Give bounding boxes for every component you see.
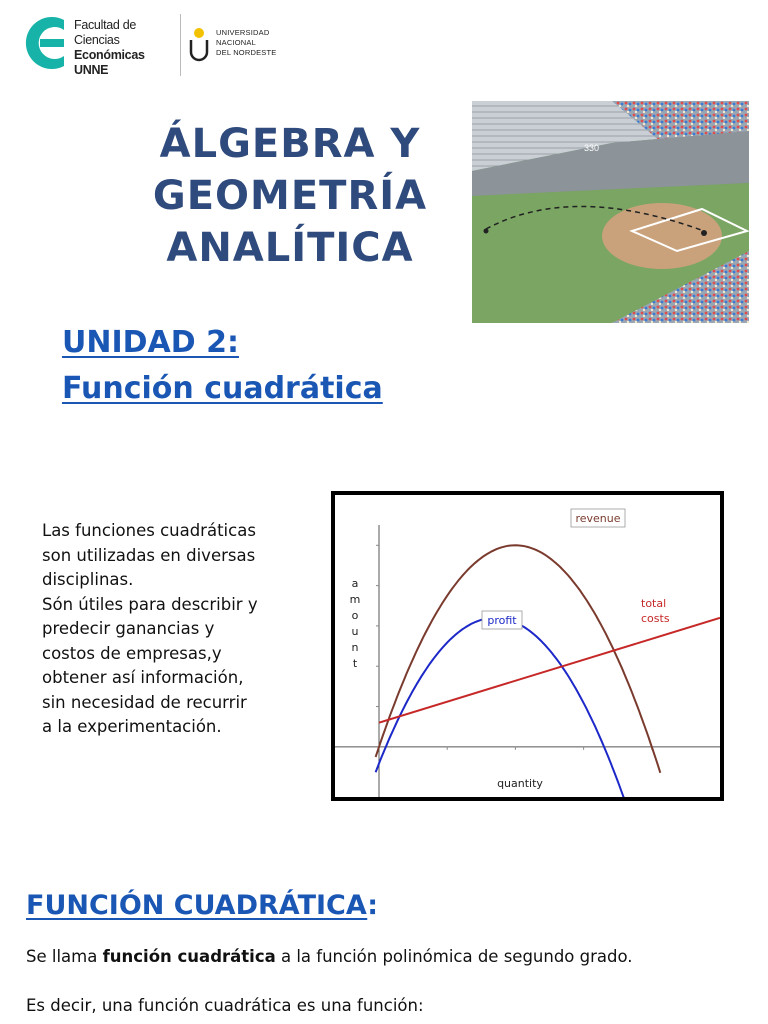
title-line-3: ANALÍTICA bbox=[166, 225, 414, 271]
faculty-logo bbox=[24, 14, 184, 77]
unit-number: UNIDAD 2: bbox=[62, 325, 239, 360]
university-logo bbox=[188, 26, 298, 66]
section-heading bbox=[26, 888, 378, 924]
baseball-stadium-image bbox=[472, 101, 749, 323]
definition-line bbox=[26, 945, 633, 969]
faculty-logo-icon bbox=[24, 14, 70, 72]
chart-ylabel-letter: a bbox=[351, 577, 359, 590]
faculty-name-line2a: Ciencias bbox=[74, 33, 120, 47]
intro-line: disciplinas. bbox=[42, 570, 134, 589]
intro-line: obtener así información, bbox=[42, 668, 244, 687]
chart-svg bbox=[335, 495, 720, 797]
batter-icon bbox=[701, 230, 707, 236]
intro-line: sin necesidad de recurrir bbox=[42, 692, 247, 712]
unit-topic: Función cuadrática bbox=[62, 371, 383, 406]
chart-series-total-costs bbox=[379, 618, 720, 723]
section-heading-colon: : bbox=[367, 890, 379, 921]
chart-ylabel-letter: t bbox=[352, 657, 358, 670]
chart-xlabel: quantity bbox=[497, 777, 543, 790]
definition-before: Se llama bbox=[26, 947, 103, 966]
chart-series-profit bbox=[376, 618, 637, 797]
chart-ylabel-letter: m bbox=[349, 593, 361, 606]
page-title bbox=[90, 118, 490, 274]
section-heading-text: FUNCIÓN CUADRÁTICA bbox=[26, 890, 368, 921]
intro-line: Són útiles para describir y bbox=[42, 594, 258, 614]
revenue-profit-chart bbox=[331, 491, 724, 801]
faculty-name-line2b: Económicas bbox=[74, 48, 145, 62]
player-icon bbox=[484, 229, 489, 234]
definition-line-2: Es decir, una función cuadrática es una función: bbox=[26, 996, 424, 1015]
intro-line: a la experimentación. bbox=[42, 717, 222, 736]
chart-ylabel-letter: o bbox=[351, 609, 359, 622]
total-costs-label-line1: total bbox=[641, 597, 667, 610]
chart-series-revenue bbox=[376, 545, 661, 773]
logo-divider bbox=[180, 14, 181, 76]
profit-label: profit bbox=[487, 614, 517, 627]
faculty-name-line1: Facultad de bbox=[74, 18, 137, 32]
distance-sign: 330 bbox=[584, 143, 600, 153]
intro-line: costos de empresas,y bbox=[42, 643, 222, 663]
title-line-1: ÁLGEBRA Y bbox=[159, 121, 421, 167]
chart-ylabel-letter: n bbox=[351, 641, 359, 654]
intro-paragraph bbox=[42, 519, 332, 740]
revenue-label: revenue bbox=[575, 512, 621, 525]
chart-ylabel-letter: u bbox=[351, 625, 359, 638]
faculty-name-line3: UNNE bbox=[74, 63, 109, 77]
total-costs-label-line2: costs bbox=[641, 612, 670, 625]
university-logo-icon bbox=[188, 26, 210, 62]
university-name-line3: DEL NORDESTE bbox=[216, 48, 277, 57]
intro-line: predecir ganancias y bbox=[42, 619, 215, 638]
title-line-2: GEOMETRÍA bbox=[152, 173, 428, 219]
intro-line: Las funciones cuadráticas bbox=[42, 521, 256, 540]
university-name-line1: UNIVERSIDAD bbox=[216, 28, 270, 37]
definition-after: a la función polinómica de segundo grado. bbox=[275, 947, 633, 966]
unit-heading bbox=[62, 320, 383, 412]
intro-line: son utilizadas en diversas bbox=[42, 545, 256, 565]
university-name-line2: NACIONAL bbox=[216, 38, 256, 47]
definition-term: función cuadrática bbox=[102, 947, 276, 966]
